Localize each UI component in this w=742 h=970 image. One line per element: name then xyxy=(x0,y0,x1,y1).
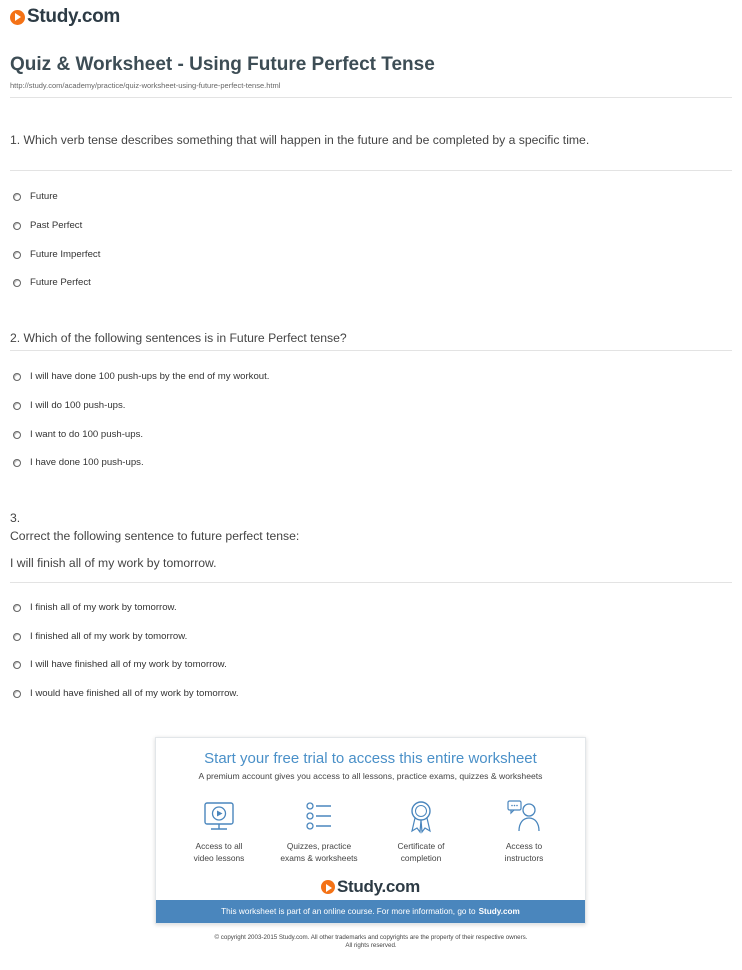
free-trial-promo[interactable] xyxy=(155,737,586,924)
page-url[interactable]: http://study.com/academy/practice/quiz-worksheet-using-future-perfect-tense.html xyxy=(10,81,281,90)
question-2-text: 2. Which of the following sentences is in Future Perfect tense? xyxy=(10,331,347,345)
question-2-option[interactable] xyxy=(13,400,125,411)
option-label: I finish all of my work by tomorrow. xyxy=(30,602,177,613)
promo-heading[interactable]: Start your free trial to access this entire worksheet xyxy=(204,750,537,767)
radio-button[interactable] xyxy=(13,690,21,698)
study-logo[interactable] xyxy=(10,6,120,28)
feature-video-lessons xyxy=(169,798,269,864)
rights-line: All rights reserved. xyxy=(345,942,397,949)
promo-bar-text: This worksheet is part of an online course. For more information, go to xyxy=(221,907,476,916)
option-label: Future Perfect xyxy=(30,277,91,288)
option-label: I will have finished all of my work by tomorrow. xyxy=(30,659,227,670)
option-label: Future xyxy=(30,191,58,202)
radio-button[interactable] xyxy=(13,222,21,230)
option-label: I will do 100 push-ups. xyxy=(30,400,126,411)
option-label: I finished all of my work by tomorrow. xyxy=(30,631,188,642)
logo-text: Study.com xyxy=(337,877,420,896)
radio-button[interactable] xyxy=(13,373,21,381)
option-label: I will have done 100 push-ups by the end of my workout. xyxy=(30,371,270,382)
play-logo-icon xyxy=(321,880,335,894)
feature-quizzes xyxy=(269,798,369,864)
question-3-option[interactable] xyxy=(13,631,187,642)
radio-button[interactable] xyxy=(13,193,21,201)
feature-label: exams & worksheets xyxy=(280,853,358,863)
radio-button[interactable] xyxy=(13,279,21,287)
feature-label: Certificate of xyxy=(397,841,445,851)
feature-label: video lessons xyxy=(193,853,245,863)
play-logo-icon xyxy=(10,10,25,25)
radio-button[interactable] xyxy=(13,661,21,669)
logo-text: Study.com xyxy=(27,6,121,27)
question-1-divider xyxy=(10,170,732,171)
question-3-number: 3. xyxy=(10,511,21,525)
quiz-list-icon xyxy=(301,798,337,834)
option-label: I would have finished all of my work by tomorrow. xyxy=(30,688,239,699)
feature-label: Access to xyxy=(505,841,543,851)
radio-button[interactable] xyxy=(13,431,21,439)
question-3-option[interactable] xyxy=(13,659,227,670)
feature-label: Access to all xyxy=(195,841,243,851)
question-2-divider xyxy=(10,350,732,351)
copyright-notice xyxy=(0,934,742,950)
promo-info-bar xyxy=(156,900,585,923)
question-2-option[interactable] xyxy=(13,371,269,382)
certificate-icon xyxy=(403,798,439,834)
option-label: Future Imperfect xyxy=(30,249,101,260)
question-1-option[interactable] xyxy=(13,191,58,202)
page-title: Quiz & Worksheet - Using Future Perfect Tense xyxy=(10,54,435,75)
copyright-line: © copyright 2003-2015 Study.com. All other trademarks and copyrights are the property of their respective owners. xyxy=(214,934,528,941)
radio-button[interactable] xyxy=(13,633,21,641)
feature-label: instructors xyxy=(504,853,544,863)
question-3-option[interactable] xyxy=(13,688,239,699)
feature-label: Quizzes, practice xyxy=(286,841,352,851)
option-label: I have done 100 push-ups. xyxy=(30,457,144,468)
question-2-option[interactable] xyxy=(13,429,143,440)
radio-button[interactable] xyxy=(13,402,21,410)
feature-label: completion xyxy=(400,853,442,863)
option-label: I want to do 100 push-ups. xyxy=(30,429,144,440)
header-divider xyxy=(10,97,732,98)
question-3-option[interactable] xyxy=(13,602,177,613)
question-2-option[interactable] xyxy=(13,457,144,468)
question-3-divider xyxy=(10,582,732,583)
radio-button[interactable] xyxy=(13,604,21,612)
study-link[interactable]: Study.com xyxy=(478,907,520,916)
promo-logo[interactable] xyxy=(156,877,585,897)
feature-certificate xyxy=(371,798,471,864)
promo-subheading: A premium account gives you access to all lessons, practice exams, quizzes & worksheets xyxy=(198,771,543,781)
radio-button[interactable] xyxy=(13,459,21,467)
question-1-text: 1. Which verb tense describes something that will happen in the future and be completed by a specific time. xyxy=(10,133,590,147)
feature-instructors xyxy=(474,798,574,864)
question-3-text: Correct the following sentence to future perfect tense: xyxy=(10,529,300,543)
option-label: Past Perfect xyxy=(30,220,83,231)
question-3-sentence: I will finish all of my work by tomorrow. xyxy=(10,556,217,570)
question-1-option[interactable] xyxy=(13,277,91,288)
video-lesson-icon xyxy=(201,798,237,834)
question-1-option[interactable] xyxy=(13,220,82,231)
question-1-option[interactable] xyxy=(13,249,100,260)
instructor-icon xyxy=(506,798,542,834)
radio-button[interactable] xyxy=(13,251,21,259)
